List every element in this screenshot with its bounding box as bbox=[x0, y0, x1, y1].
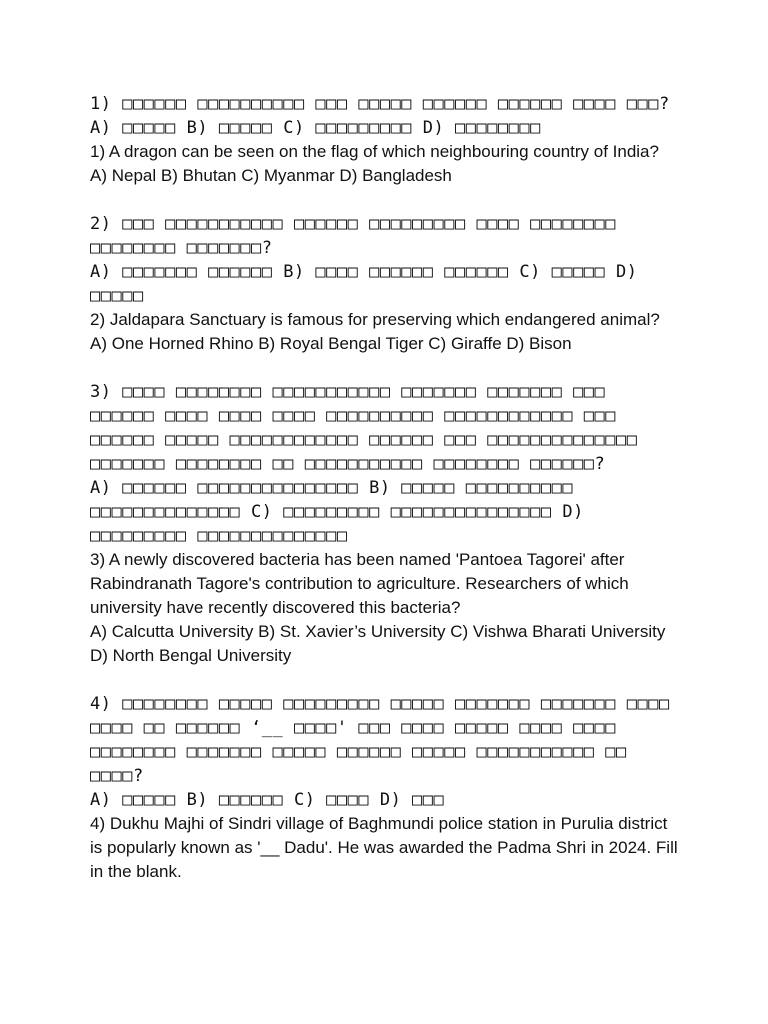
question-1 bbox=[90, 92, 678, 188]
question-english: 4) Dukhu Majhi of Sindri village of Baghmundi police station in Purulia district is popularly known as '__ Dadu'. He was awarded the Padma Shri in 2024. Fill in the blank. bbox=[90, 814, 678, 881]
options-bengali: A) □□□□□ B) □□□□□ C) □□□□□□□□□ D) □□□□□□□□ bbox=[90, 118, 541, 138]
question-bengali: 1) □□□□□□ □□□□□□□□□□ □□□ □□□□□ □□□□□□ □□□□□□ □□□□ □□□? bbox=[90, 94, 670, 114]
options-bengali: A) □□□□□ B) □□□□□□ C) □□□□ D) □□□ bbox=[90, 790, 445, 810]
question-english: 3) A newly discovered bacteria has been named 'Pantoea Tagorei' after Rabindranath Tagore's contribution to agriculture. Researchers of which university have recently discovered this bacteria? bbox=[90, 550, 629, 617]
question-english: 1) A dragon can be seen on the flag of which neighbouring country of India? bbox=[90, 142, 659, 161]
question-english: 2) Jaldapara Sanctuary is famous for preserving which endangered animal? bbox=[90, 310, 660, 329]
question-3 bbox=[90, 380, 678, 668]
options-english: A) One Horned Rhino B) Royal Bengal Tiger C) Giraffe D) Bison bbox=[90, 334, 572, 353]
question-bengali: 3) □□□□ □□□□□□□□ □□□□□□□□□□□ □□□□□□□ □□□□□□□ □□□ □□□□□□ □□□□ □□□□ □□□□ □□□□□□□□□□ □□□□□□□□□□□□ □□□ □□□□□□ □□□□□ □□□□□□□□□□□□ □□□□□□ □□□ □□□□□□□□□□□□□□ □□□□□□□ □□□□□□□□ □□ □□□□□□□□□□□ □□□□□□□□ □□□□□□? bbox=[90, 382, 638, 474]
options-english: A) Nepal B) Bhutan C) Myanmar D) Bangladesh bbox=[90, 166, 452, 185]
options-english: A) Calcutta University B) St. Xavier’s University C) Vishwa Bharati University D) North Bengal University bbox=[90, 622, 666, 665]
question-bengali: 4) □□□□□□□□ □□□□□ □□□□□□□□□ □□□□□ □□□□□□□ □□□□□□□ □□□□ □□□□ □□ □□□□□□ ‘__ □□□□' □□□ □□□□ □□□□□ □□□□ □□□□ □□□□□□□□ □□□□□□□ □□□□□ □□□□□□ □□□□□ □□□□□□□□□□□ □□ □□□□? bbox=[90, 694, 670, 786]
question-bengali: 2) □□□ □□□□□□□□□□□ □□□□□□ □□□□□□□□□ □□□□ □□□□□□□□ □□□□□□□□ □□□□□□□? bbox=[90, 214, 617, 258]
options-bengali: A) □□□□□□□ □□□□□□ B) □□□□ □□□□□□ □□□□□□ C) □□□□□ D) □□□□□ bbox=[90, 262, 638, 306]
question-4 bbox=[90, 692, 678, 884]
options-bengali: A) □□□□□□ □□□□□□□□□□□□□□□ B) □□□□□ □□□□□□□□□□ □□□□□□□□□□□□□□ C) □□□□□□□□□ □□□□□□□□□□□□□□□ D) □□□□□□□□□ □□□□□□□□□□□□□□ bbox=[90, 478, 584, 546]
question-2 bbox=[90, 212, 678, 356]
